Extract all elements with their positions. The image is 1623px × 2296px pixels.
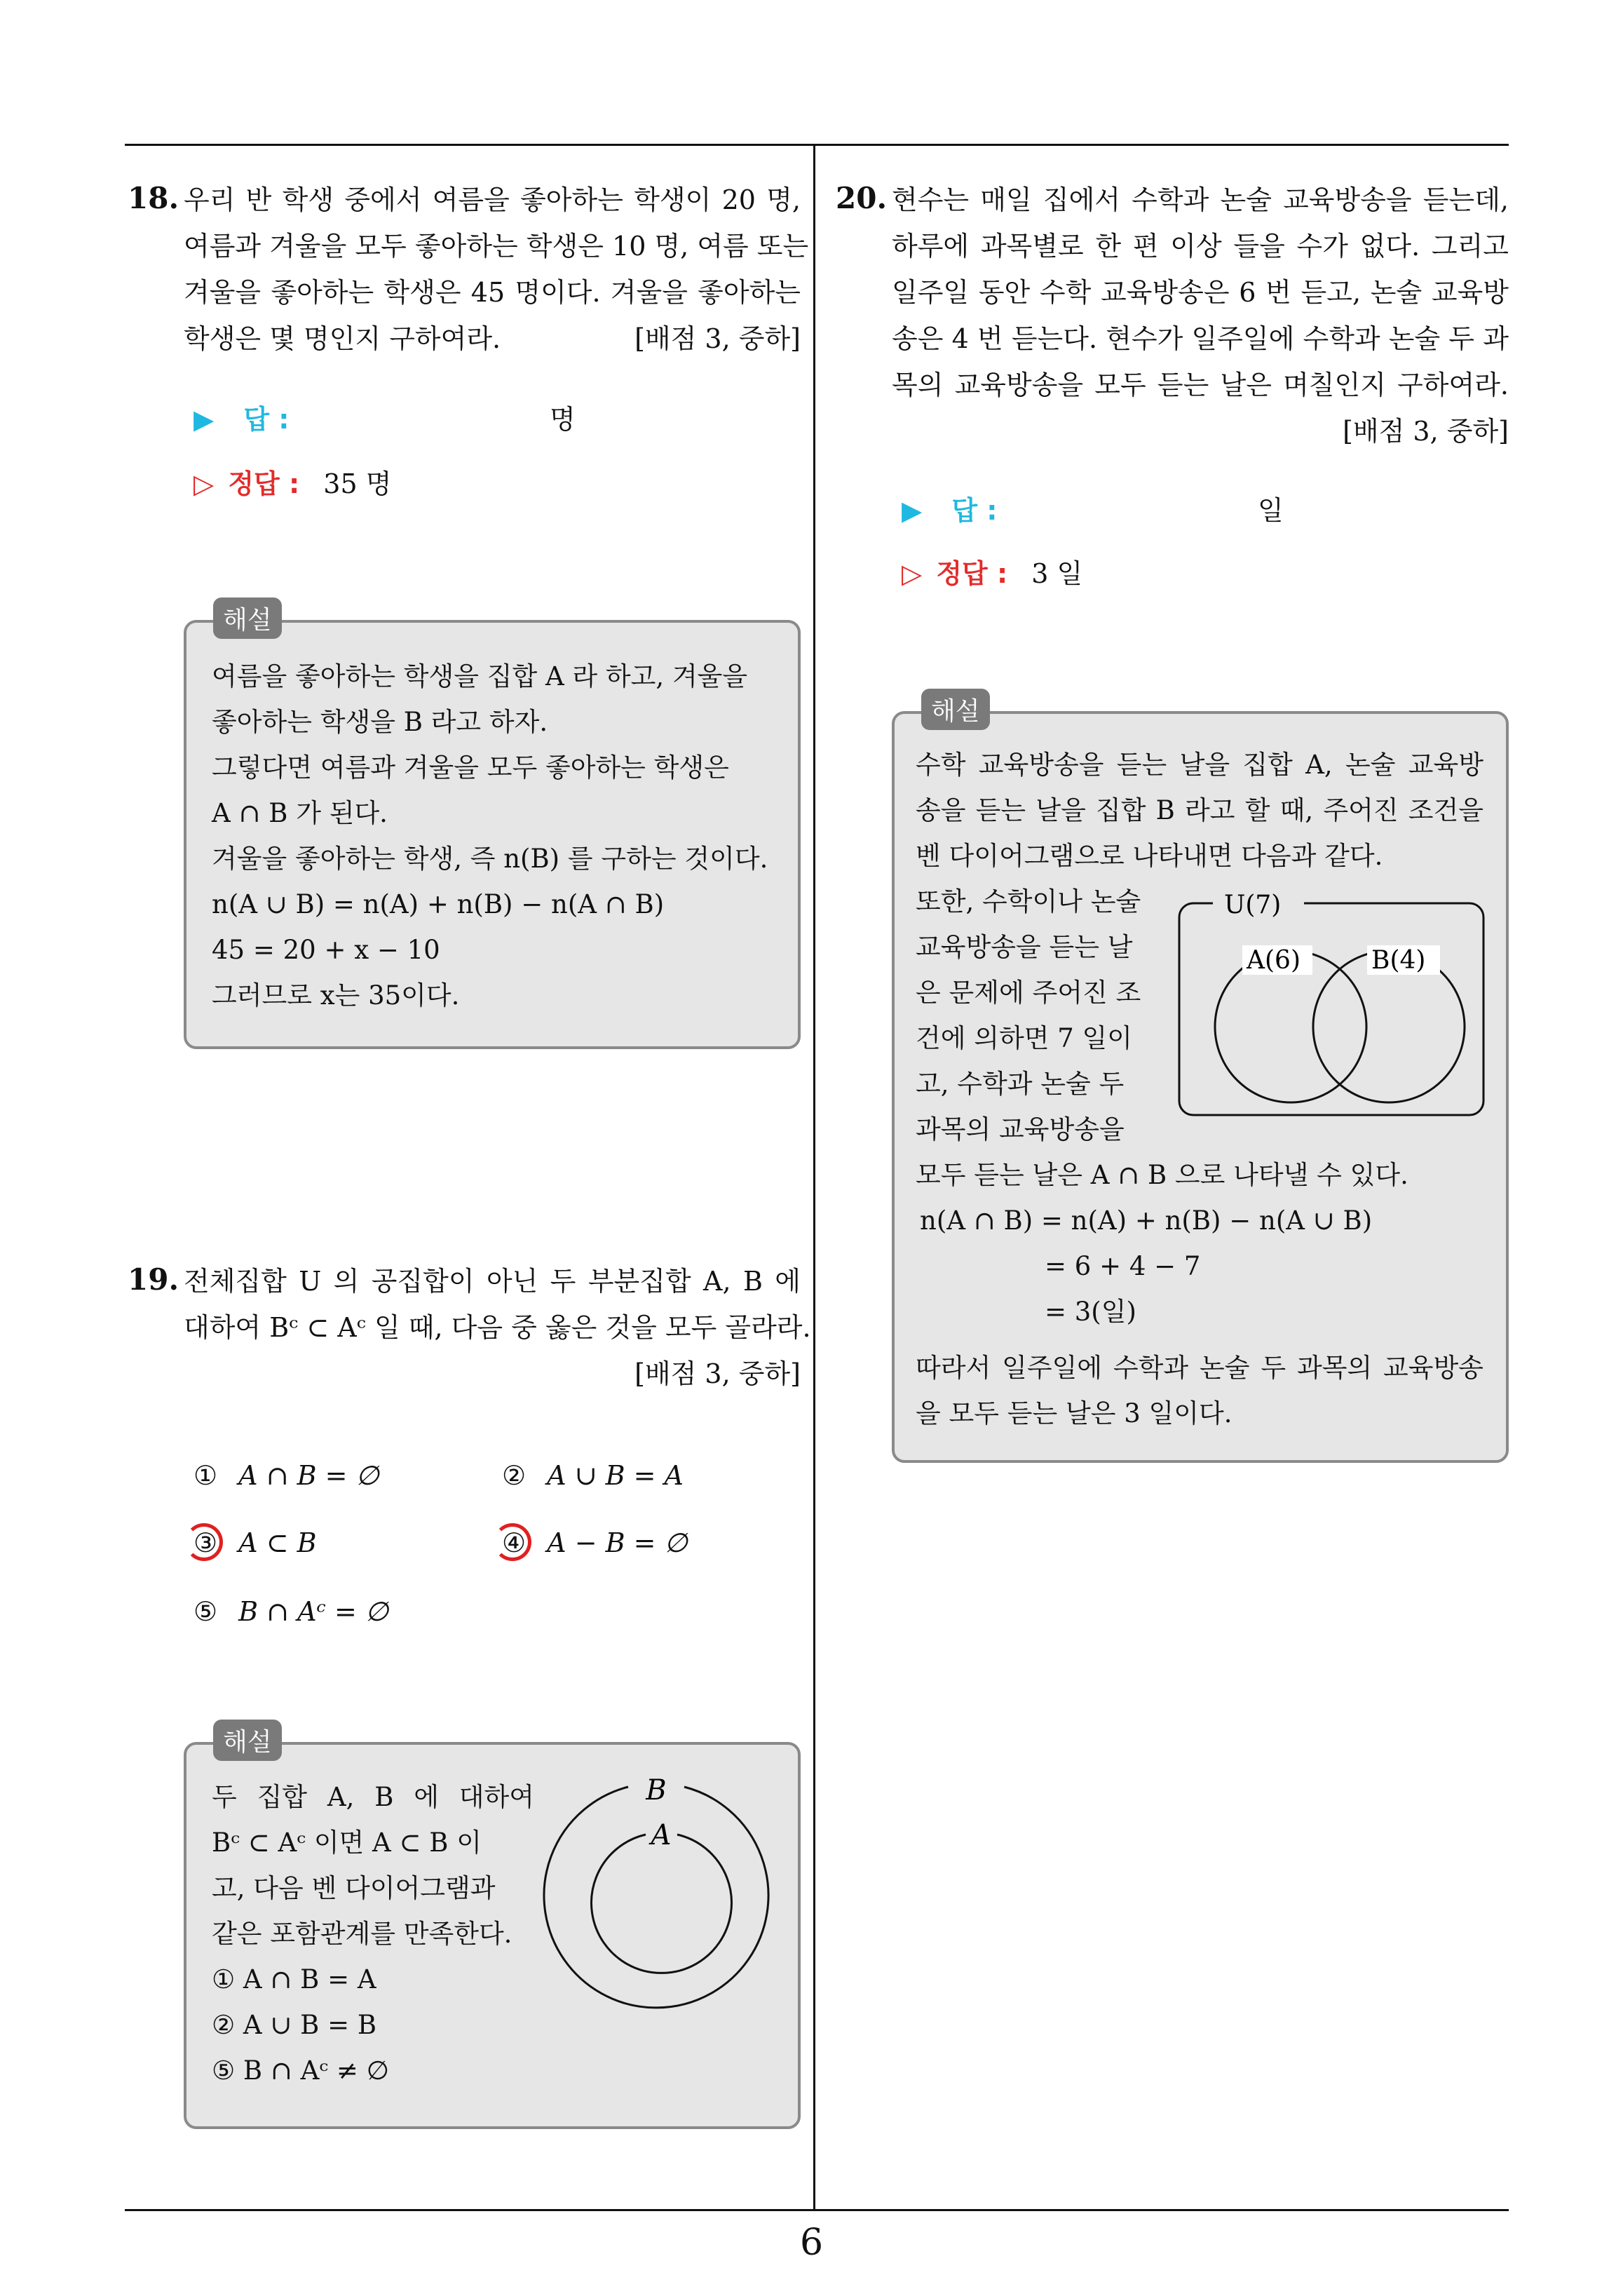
q20-answer-row: [902, 489, 1294, 532]
q20-score: [배점 3, 중하]: [1343, 416, 1509, 447]
q19-score: [배점 3, 중하]: [634, 1358, 801, 1389]
q19-text: [184, 1258, 811, 1397]
q20-line: 하루에 과목별로 한 편 이상 들을 수가 없다. 그리고: [892, 231, 1509, 262]
q18-answer-row: [193, 398, 586, 440]
q20-explain-line: 벤 다이어그램으로 나타내면 다음과 같다.: [916, 841, 1383, 871]
q20-answer-unit: 일: [1258, 495, 1284, 526]
q19-explanation-box: [184, 1742, 801, 2129]
q18-explain-line: 그러므로 x는 35이다.: [212, 980, 460, 1011]
q20-explain-line: 을 모두 듣는 날은 3 일이다.: [916, 1398, 1232, 1429]
q18-answer-label: 답 :: [243, 404, 290, 435]
q20-explain-line: 또한, 수학이나 논술: [916, 886, 1141, 917]
q20-number: 20.: [836, 181, 888, 215]
choice-text: A ∩ B = ∅: [238, 1460, 379, 1491]
q18-score: [배점 3, 중하]: [634, 323, 801, 354]
q20-answer-label: 답 :: [951, 495, 998, 526]
q18-explain-line: n(A ∪ B) = n(A) + n(B) − n(A ∩ B): [212, 889, 665, 919]
q18-explain-line: 좋아하는 학생을 B 라고 하자.: [212, 707, 548, 737]
q20-equation: = 6 + 4 − 7: [1045, 1251, 1201, 1281]
q20-explain-line: 따라서 일주일에 수학과 논술 두 과목의 교육방송: [916, 1353, 1483, 1383]
correct-arrow-icon: ▷: [193, 468, 215, 499]
q18-line: 우리 반 학생 중에서 여름을 좋아하는 학생이 20 명,: [184, 184, 801, 215]
q20-correct-value: 3 일: [1031, 558, 1083, 589]
q20-line: 일주일 동안 수학 교육방송은 6 번 듣고, 논술 교육방: [892, 277, 1509, 308]
column-divider: [813, 144, 815, 2209]
q20-line: 목의 교육방송을 모두 듣는 날은 며칠인지 구하여라.: [892, 370, 1509, 400]
answer-arrow-icon: ▶: [193, 404, 215, 435]
inner-set-circle: [592, 1835, 732, 1973]
venn-diagram: [1175, 886, 1490, 1125]
q20-explain-line: 건에 의하면 7 일이: [916, 1023, 1133, 1053]
q20-explanation-tag: 해설: [921, 689, 990, 730]
q19-explain-line: Bᶜ ⊂ Aᶜ 이면 A ⊂ B 이: [212, 1828, 482, 1858]
set-a-label: A(6): [1247, 946, 1301, 975]
q19-explain-line: 같은 포함관계를 만족한다.: [212, 1919, 512, 1949]
q19-number: 19.: [128, 1262, 179, 1297]
q18-line: 겨울을 좋아하는 학생은 45 명이다. 겨울을 좋아하는: [184, 277, 801, 308]
q18-correct-row: [193, 463, 391, 505]
choice-text: B ∩ Aᶜ = ∅: [238, 1596, 389, 1627]
universe-label: U(7): [1224, 891, 1282, 919]
q19-explanation-tag: 해설: [213, 1720, 282, 1761]
choice-text: A ∪ B = A: [547, 1460, 684, 1491]
answer-arrow-icon: ▶: [902, 495, 923, 526]
choice-mark: ③: [193, 1527, 218, 1558]
q18-explain-line: 겨울을 좋아하는 학생, 즉 n(B) 를 구하는 것이다.: [212, 844, 768, 874]
q18-correct-label: 정답 :: [228, 468, 300, 499]
q18-explanation-tag: 해설: [213, 597, 282, 639]
q20-text: [892, 177, 1509, 454]
q19-line: 대하여 Bᶜ ⊂ Aᶜ 일 때, 다음 중 옳은 것을 모두 골라라.: [184, 1312, 811, 1343]
q18-line: 학생은 몇 명인지 구하여라.: [184, 323, 501, 354]
q20-explain-line: 은 문제에 주어진 조: [916, 978, 1141, 1008]
q20-equation: n(A ∩ B) = n(A) + n(B) − n(A ∪ B): [920, 1206, 1373, 1236]
q20-explain-line: 모두 듣는 날은 A ∩ B 으로 나타낼 수 있다.: [916, 1160, 1408, 1190]
outer-set-label: B: [646, 1774, 667, 1807]
q19-explain-line: ① A ∩ B = A: [212, 1964, 376, 1994]
q18-answer-unit: 명: [550, 404, 576, 435]
q19-explain-line: 두 집합 A, B 에 대하여: [212, 1782, 534, 1812]
q20-explain-line: 수학 교육방송을 듣는 날을 집합 A, 논술 교육방: [916, 750, 1483, 780]
q20-explain-line: 송을 듣는 날을 집합 B 라고 할 때, 주어진 조건을: [916, 795, 1483, 825]
choice-mark: ②: [502, 1460, 527, 1491]
q18-explain-line: 그렇다면 여름과 겨울을 모두 좋아하는 학생은: [212, 752, 729, 783]
page-number: 6: [799, 2222, 824, 2264]
q18-correct-value: 35 명: [323, 468, 392, 499]
q20-explain-line: 과목의 교육방송을: [916, 1114, 1125, 1144]
q19-choice-1[interactable]: [193, 1460, 379, 1491]
q20-explain-line: 고, 수학과 논술 두: [916, 1069, 1125, 1099]
q18-text: [184, 177, 809, 362]
inner-set-label: A: [651, 1819, 672, 1851]
choice-mark: ⑤: [193, 1596, 218, 1627]
bottom-rule: [125, 2209, 1509, 2211]
selected-circle-mark: [185, 1523, 223, 1561]
q19-explain-line: ⑤ B ∩ Aᶜ ≠ ∅: [212, 2055, 389, 2086]
q18-line: 여름과 겨울을 모두 좋아하는 학생은 10 명, 여름 또는: [184, 231, 809, 262]
q19-line: 전체집합 U 의 공집합이 아닌 두 부분집합 A, B 에: [184, 1266, 801, 1297]
q20-explanation-box: [892, 711, 1509, 1463]
q20-equation: = 3(일): [1045, 1297, 1136, 1327]
selected-circle-mark: [494, 1523, 531, 1561]
q18-explain-line: A ∩ B 가 된다.: [212, 798, 388, 828]
correct-arrow-icon: ▷: [902, 558, 923, 589]
choice-mark: ①: [193, 1460, 218, 1491]
q18-explain-line: 45 = 20 + x − 10: [212, 935, 440, 965]
choice-mark: ④: [502, 1527, 527, 1558]
q20-correct-label: 정답 :: [936, 558, 1008, 589]
q20-line: 송은 4 번 듣는다. 현수가 일주일에 수학과 논술 두 과: [892, 323, 1509, 354]
choice-text: A − B = ∅: [547, 1527, 688, 1558]
q20-correct-row: [902, 553, 1082, 595]
q20-explain-line: 교육방송을 듣는 날: [916, 932, 1133, 962]
q18-explanation-box: [184, 620, 801, 1049]
q19-choice-2[interactable]: [502, 1460, 684, 1491]
q18-explain-line: 여름을 좋아하는 학생을 집합 A 라 하고, 겨울을: [212, 661, 748, 691]
q20-line: 현수는 매일 집에서 수학과 논술 교육방송을 듣는데,: [892, 184, 1509, 215]
q18-number: 18.: [128, 181, 179, 215]
set-b-label: B(4): [1371, 946, 1426, 975]
subset-venn-diagram: [537, 1766, 789, 2018]
q19-explain-line: 고, 다음 벤 다이어그램과: [212, 1873, 496, 1903]
q19-explain-line: ② A ∪ B = B: [212, 2010, 377, 2040]
choice-text: A ⊂ B: [238, 1527, 317, 1558]
q19-choice-5[interactable]: [193, 1596, 388, 1627]
top-rule: [125, 144, 1509, 146]
